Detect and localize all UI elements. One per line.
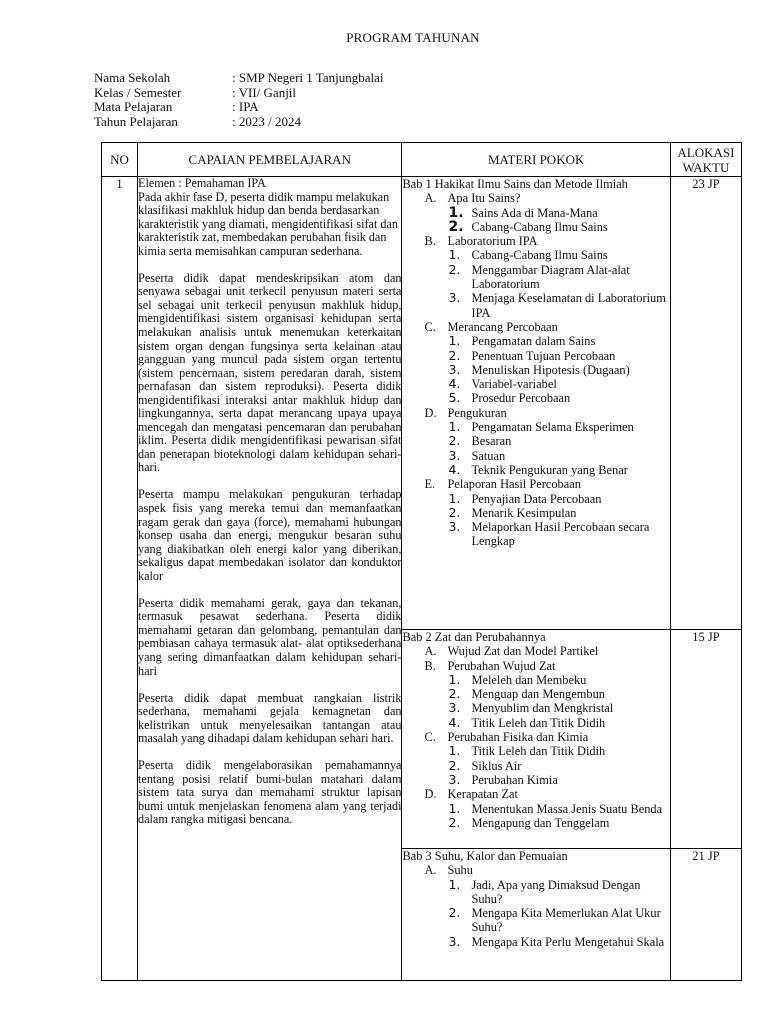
materi-cell-bab3 [402,849,670,981]
item-text: Teknik Pengukuran yang Benar [471,462,628,477]
section-title: Laboratorium IPA [447,234,538,249]
alokasi-bab3: 21 JP [670,849,741,981]
list-item [402,802,669,816]
section-letter: A. [424,191,437,206]
item-text: Titik Leleh dan Titik Didih [471,744,606,759]
section-letter: C. [424,730,436,745]
header-alokasi-line1: ALOKASI [677,144,735,160]
section-title: Apa Itu Sains? [447,191,521,206]
list-item [402,520,669,549]
header-alokasi-line2: WAKTU [682,159,730,175]
item-text: Menguap dan Mengembun [471,687,605,702]
bab-content [402,849,669,980]
bab-title: Bab 1 Hakikat Ilmu Sains dan Metode Ilmiah [402,177,628,191]
item-number: 1. [448,204,464,221]
item-text: Prosedur Percobaan [471,391,571,406]
section-heading [402,659,669,673]
list-item [402,673,669,687]
capaian-text: Pada akhir fase D, peserta didik mampu melakukan klasifikasi makhluk hidup dan benda berdasarkan karakteristik yang diamati, mengidentifikasi sifat dan karakteristik zat, membedakan perubahan fisik dan kimia serta memisahkan campuran sederhana. [138,189,398,258]
section-title: Suhu [447,863,473,878]
list-item [402,363,669,377]
list-item [402,220,669,234]
section-heading [402,320,669,334]
item-text: Mengapa Kita Perlu Mengetahui Skala [471,934,665,949]
item-number: 4. [448,376,461,392]
item-number: 3. [448,361,461,377]
capaian-element: Elemen : Pemahaman IPA [138,176,266,190]
section-title: Perubahan Fisika dan Kimia [447,730,589,745]
item-number: 1. [448,876,461,892]
item-number: 1. [448,333,461,349]
capaian-paragraph: Peserta didik dapat mendeskripsikan atom dan senyawa sebagai unit terkecil penyusun materi serta sel sebagai unit terkecil penyusun makhluk hidup, mengidentifikasi sistem organisasi kehidupan serta melakukan analisis untuk menemukan keterkaitan sistem organ dengan fungsinya serta kelainan atau gangguan yang muncul pada sistem organ tertentu (sistem pencernaan, sistem peredaran darah, sistem pernafasan dan sistem reproduksi). Peserta didik mengidentifikasi interaksi antar makhluk hidup dan lingkungannya, serta dapat merancang upaya upaya mencegah dan mengatasi pencemaran dan perubahan iklim. Peserta didik mengidentifikasi pewarisan sifat dan penerapan bioteknologi dalam kehidupan sehari-hari. [138,270,402,475]
bab-content [402,630,669,848]
list-item [402,701,669,715]
list-item [402,687,669,701]
item-text: Mengapung dan Tenggelam [471,815,610,830]
bab-title: Bab 2 Zat dan Perubahannya [402,630,546,644]
info-value: : VII/ Ganjil [232,84,297,100]
bab-title: Bab 3 Suhu, Kalor dan Pemuaian [402,849,568,863]
header-no: NO [102,143,138,177]
school-info [94,71,383,129]
item-number: 2. [448,218,464,235]
table-header-row [102,143,742,177]
item-text: Sains Ada di Mana-Mana [471,205,598,220]
row-number: 1 [102,177,138,981]
item-text: Meleleh dan Membeku [471,672,587,687]
item-text: Cabang-Cabang Ilmu Sains [471,219,608,234]
list-item [402,773,669,787]
item-number: 2. [448,814,461,830]
program-table [101,142,742,981]
list-item [402,263,669,292]
section-heading [402,787,669,801]
info-row-year [94,115,383,130]
item-number: 3. [448,700,461,716]
section-heading [402,406,669,420]
item-text: Titik Leleh dan Titik Didih [471,715,606,730]
item-text: Menarik Kesimpulan [471,505,577,520]
materi-cell-bab1 [402,177,670,630]
section-title: Merancang Percobaan [447,319,558,334]
item-text: Perubahan Kimia [471,772,558,787]
item-text: Mengapa Kita Memerlukan Alat Ukur Suhu? [471,906,661,935]
bab-content [402,177,669,629]
list-item [402,906,669,935]
info-value: : IPA [232,99,259,114]
section-letter: B. [424,658,436,673]
header-capaian: CAPAIAN PEMBELAJARAN [138,143,402,177]
item-number: 1. [448,490,461,506]
list-item [402,878,669,907]
list-item [402,935,669,949]
capaian-paragraph: Peserta didik memahami gerak, gaya dan tekanan, termasuk pesawat sederhana. Peserta didik memahami getaran dan gelombang, pemantulan dan pembiasan cahaya termasuk alat- alat optiksederhana yang sering dimanfaatkan dalam kehidupan sehari-hari [138,595,402,678]
item-text: Menjaga Keselamatan di Laboratorium IPA [471,291,666,320]
list-item [402,506,669,520]
info-row-subject [94,100,383,115]
item-text: Besaran [471,434,512,449]
section-heading [402,191,669,205]
section-letter: A. [424,644,437,659]
section-heading [402,863,669,877]
item-text: Cabang-Cabang Ilmu Sains [471,248,608,263]
section-letter: B. [424,234,436,249]
item-number: 2. [448,347,461,363]
list-item [402,744,669,758]
item-number: 3. [448,290,461,306]
section-title: Kerapatan Zat [447,787,518,802]
section-letter: A. [424,863,437,878]
alokasi-bab1: 23 JP [670,177,741,630]
section-letter: D. [424,787,437,802]
section-title: Wujud Zat dan Model Partikel [447,644,599,659]
list-item [402,759,669,773]
capaian-paragraph: Peserta didik mengelaborasikan pemahamannya tentang posisi relatif bumi-bulan matahari dalam sistem tata surya dan memahami struktur lapisan bumi untuk menjelaskan fenomena alam yang terjadi dalam rangka mitigasi bencana. [138,758,402,827]
info-label: Tahun Pelajaran [94,113,178,129]
item-text: Menyublim dan Mengkristal [471,701,614,716]
info-row-school [94,71,383,86]
info-label: Nama Sekolah [94,70,171,85]
section-letter: D. [424,405,437,420]
item-number: 2. [448,261,461,277]
list-item [402,420,669,434]
section-letter: E. [424,477,436,492]
item-number: 2. [448,905,461,921]
item-text: Jadi, Apa yang Dimaksud Dengan Suhu? [471,877,641,906]
item-number: 3. [448,519,461,535]
list-item [402,434,669,448]
item-number: 3. [448,447,461,463]
capaian-paragraph: Peserta didik dapat membuat rangkaian listrik sederhana, memahami gejala kemagnetan dan kelistrikan untuk menyelesaikan tantangan atau masalah yang dihadapi dalam kehidupan sehari hari. [138,690,402,746]
info-label: Kelas / Semester [94,84,182,100]
item-text: Penentuan Tujuan Percobaan [471,348,616,363]
item-text: Pengamatan Selama Eksperimen [471,420,634,435]
list-item [402,349,669,363]
list-item [402,449,669,463]
list-item [402,206,669,220]
section-title: Perubahan Wujud Zat [447,658,556,673]
table-row [102,177,742,630]
list-item [402,463,669,477]
list-item [402,291,669,320]
section-heading [402,730,669,744]
alokasi-bab2: 15 JP [670,630,741,849]
info-label: Mata Pelajaran [94,99,173,114]
header-materi: MATERI POKOK [402,143,670,177]
item-number: 2. [448,433,461,449]
item-text: Variabel-variabel [471,377,557,392]
header-alokasi [670,143,741,177]
item-text: Satuan [471,448,506,463]
item-text: Menentukan Massa Jenis Suatu Benda [471,801,663,816]
item-number: 5. [448,390,461,406]
item-text: Pengamatan dalam Sains [471,334,596,349]
info-value: : SMP Negeri 1 Tanjungbalai [232,70,384,85]
section-heading [402,644,669,658]
list-item [402,334,669,348]
item-number: 1. [448,671,461,687]
info-value: : 2023 / 2024 [232,113,301,129]
document-title: PROGRAM TAHUNAN [346,30,480,45]
item-number: 2. [448,686,461,702]
item-number: 4. [448,714,461,730]
item-number: 1. [448,743,461,759]
section-title: Pelaporan Hasil Percobaan [447,477,581,492]
list-item [402,248,669,262]
section-letter: C. [424,319,436,334]
item-number: 1. [448,800,461,816]
item-number: 4. [448,461,461,477]
item-number: 3. [448,771,461,787]
item-number: 2. [448,504,461,520]
item-number: 2. [448,757,461,773]
list-item [402,716,669,730]
item-text: Penyajian Data Percobaan [471,491,602,506]
info-row-class [94,86,383,101]
item-number: 3. [448,933,461,949]
capaian-cell [138,177,402,981]
item-text: Menuliskan Hipotesis (Dugaan) [471,362,630,377]
list-item [402,492,669,506]
item-number: 1. [448,247,461,263]
list-item [402,377,669,391]
item-text: Siklus Air [471,758,522,773]
item-number: 1. [448,419,461,435]
capaian-paragraph: Peserta mampu melakukan pengukuran terhadap aspek fisis yang mereka temui dan memanfaatkan ragam gerak dan gaya (force), memahami hubungan konsep usaha dan energi, mengukur besaran suhu yang diakibatkan oleh energi kalor yang diberikan, sekaligus dapat membedakan isolator dan konduktor kalor [138,487,402,583]
capaian-paragraph [138,177,401,258]
list-item [402,816,669,830]
section-title: Pengukuran [447,405,507,420]
materi-cell-bab2 [402,630,670,849]
item-text: Menggambar Diagram Alat-alat Laboratorium [471,262,630,292]
item-text: Melaporkan Hasil Percobaan secara Lengkap [471,520,650,549]
list-item [402,391,669,405]
section-heading [402,234,669,248]
section-heading [402,477,669,491]
